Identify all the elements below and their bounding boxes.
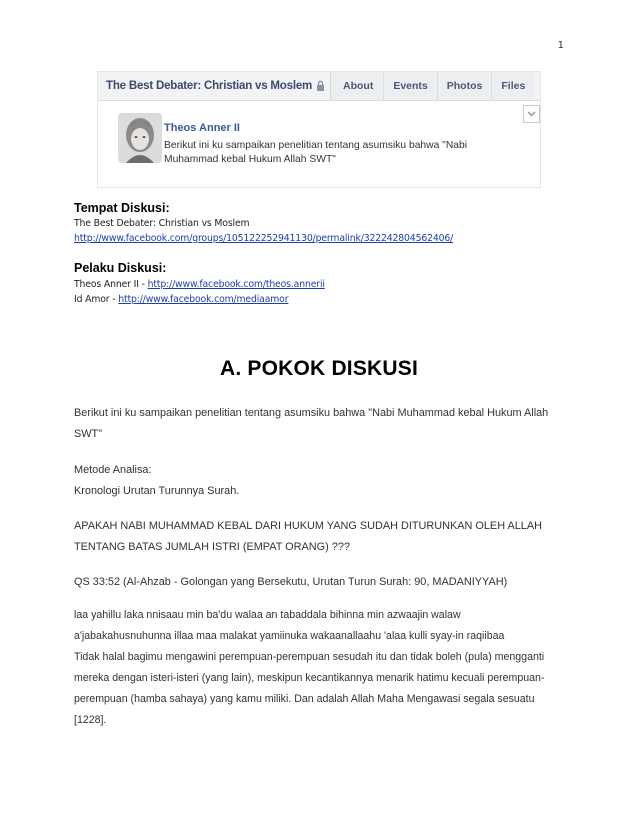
post-line: Berikut ini ku sampaikan penelitian tentang asumsiku bahwa "Nabi (164, 140, 468, 151)
avatar[interactable] (118, 113, 162, 163)
verse-paragraph (74, 605, 574, 731)
qs-reference: QS 33:52 (Al-Ahzab - Golongan yang Bersekutu, Urutan Turun Surah: 90, MADANIYYAH) (74, 576, 508, 588)
tab-events[interactable]: Events (383, 72, 436, 100)
chevron-down-icon (527, 111, 536, 117)
text-line: [1228]. (74, 714, 107, 726)
tempat-heading: Tempat Diskusi: (74, 201, 170, 215)
text-line: a'jabakahusnuhunna illaa maa malakat yamiinuka wakaanallaahu 'alaa kulli syay-in raqiibaa (74, 630, 505, 642)
text-line: TENTANG BATAS JUMLAH ISTRI (EMPAT ORANG) ??? (74, 541, 350, 553)
tab-about[interactable]: About (330, 72, 383, 100)
group-tabs (330, 72, 534, 100)
page-number: 1 (557, 40, 564, 51)
text-line: APAKAH NABI MUHAMMAD KEBAL DARI HUKUM YANG SUDAH DITURUNKAN OLEH ALLAH (74, 520, 542, 532)
text-line: laa yahillu laka nnisaau min ba'du walaa an tabaddala bihinna min azwaajin walaw (74, 609, 461, 621)
post-author[interactable]: Theos Anner II (164, 122, 240, 134)
pelaku-row (74, 279, 325, 290)
text-line: SWT" (74, 428, 103, 440)
tab-files[interactable]: Files (491, 72, 534, 100)
pelaku-name: Theos Anner II - (74, 279, 148, 290)
profile-photo (118, 113, 162, 163)
pelaku-profile-link[interactable]: http://www.facebook.com/mediaamor (118, 294, 289, 305)
tempat-link-line (74, 233, 453, 244)
pelaku-profile-link[interactable]: http://www.facebook.com/theos.annerii (147, 279, 325, 290)
text-line: perempuan (hamba sahaya) yang kamu miliki. Dan adalah Allah Maha Mengawasi segala sesuatu (74, 693, 535, 705)
tempat-group: The Best Debater: Christian vs Moslem (74, 218, 250, 229)
text-line: Berikut ini ku sampaikan penelitian tentang asumsiku bahwa "Nabi Muhammad kebal Hukum Allah (74, 407, 549, 419)
facebook-group-screenshot (97, 71, 541, 188)
intro-paragraph (74, 403, 574, 445)
group-header-bar (98, 72, 540, 101)
tempat-url-link[interactable]: http://www.facebook.com/groups/105122252941130/permalink/322242804562406/ (74, 233, 454, 244)
tab-photos[interactable]: Photos (437, 72, 492, 100)
question-paragraph (74, 516, 574, 558)
text-line: Kronologi Urutan Turunnya Surah. (74, 485, 240, 497)
post-line: Muhammad kebal Hukum Allah SWT" (164, 154, 336, 165)
pelaku-row (74, 294, 288, 305)
text-line: Tidak halal bagimu mengawini perempuan-perempuan sesudah itu dan tidak boleh (pula) mengganti (74, 651, 545, 663)
text-line: Metode Analisa: (74, 464, 152, 476)
post-options-button[interactable] (523, 105, 540, 123)
metode-paragraph (74, 460, 574, 502)
pelaku-name: Id Amor - (74, 294, 119, 305)
text-line: mereka dengan isteri-isteri (yang lain), meskipun kecantikannya menarik hatimu kecuali perempuan- (74, 672, 545, 684)
post-text (164, 139, 484, 167)
pelaku-heading: Pelaku Diskusi: (74, 261, 167, 275)
lock-icon (316, 80, 325, 91)
group-title[interactable]: The Best Debater: Christian vs Moslem (106, 80, 313, 92)
section-title: A. POKOK DISKUSI (219, 357, 419, 380)
